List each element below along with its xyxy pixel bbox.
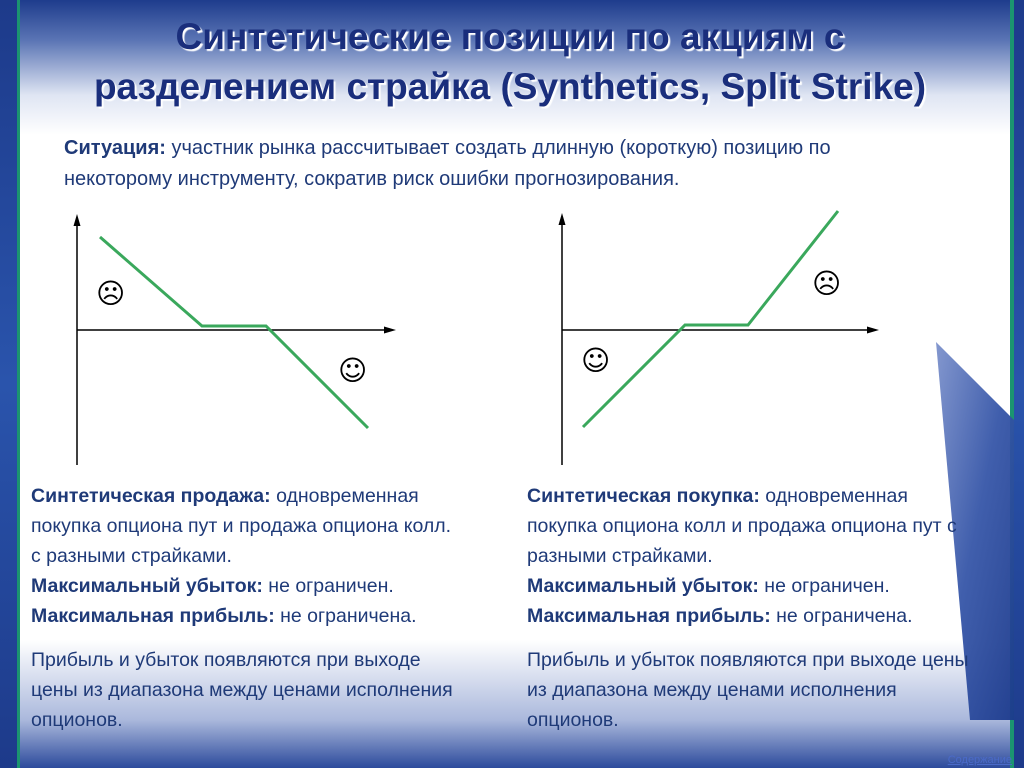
- title-line-2: разделением страйка (Synthetics, Split Strike): [93, 66, 927, 107]
- right-border: [1014, 0, 1024, 768]
- right-max-profit: [527, 601, 1012, 631]
- left-note-line-1: Прибыль и убыток появляются при выходе: [31, 649, 421, 671]
- left-payoff-line: [100, 237, 368, 428]
- right-happy-face-icon: ☺: [581, 344, 611, 377]
- right-note-line-2: из диапазона между ценами исполнения: [527, 679, 897, 701]
- right-max-profit-label: Максимальная прибыль:: [527, 605, 771, 627]
- right-x-axis-arrow: [867, 327, 879, 334]
- right-max-loss-label: Максимальный убыток:: [527, 575, 759, 597]
- right-line-3: разными страйками.: [527, 545, 713, 567]
- left-max-loss: [31, 571, 511, 601]
- right-note-line-3: опционов.: [527, 709, 619, 731]
- left-y-axis-arrow: [74, 214, 81, 226]
- right-heading-rest: одновременная: [759, 485, 908, 507]
- left-max-profit-value: не ограничена.: [274, 605, 417, 627]
- left-border-accent: [17, 0, 20, 768]
- right-max-loss: [527, 571, 1012, 601]
- left-payoff-diagram: [60, 210, 410, 470]
- right-y-axis-arrow: [559, 213, 566, 225]
- left-x-axis-arrow: [384, 327, 396, 334]
- right-max-profit-value: не ограничена.: [770, 605, 913, 627]
- left-line-3: с разными страйками.: [31, 545, 232, 567]
- left-line-2: покупка опциона пут и продажа опциона колл.: [31, 515, 452, 537]
- left-border: [0, 0, 17, 768]
- left-heading: Синтетическая продажа:: [31, 485, 271, 507]
- left-max-loss-value: не ограничен.: [262, 575, 394, 597]
- situation-label: Ситуация:: [64, 137, 166, 159]
- right-sad-face-icon: ☹: [812, 267, 842, 300]
- right-line-2: покупка опциона колл и продажа опциона пут с: [527, 515, 957, 537]
- right-heading-line: [527, 481, 1012, 511]
- left-description: [31, 481, 511, 735]
- right-max-loss-value: не ограничен.: [758, 575, 890, 597]
- left-happy-face-icon: ☺: [338, 354, 368, 387]
- situation-text-2: некоторому инструменту, сократив риск ошибки прогнозирования.: [64, 168, 680, 190]
- left-note-line-3: опционов.: [31, 709, 123, 731]
- left-sad-face-icon: ☹: [96, 277, 126, 310]
- title-line-1: Синтетические позиции по акциям с: [175, 16, 845, 57]
- right-note-line-1: Прибыль и убыток появляются при выходе цены: [527, 649, 969, 671]
- contents-link[interactable]: Содержание: [947, 754, 1012, 766]
- situation-paragraph: [64, 133, 964, 195]
- situation-text-1: участник рынка рассчитывает создать длинную (короткую) позицию по: [171, 137, 831, 159]
- right-payoff-line: [583, 211, 838, 427]
- left-note-line-2: цены из диапазона между ценами исполнения: [31, 679, 453, 701]
- left-max-profit-label: Максимальная прибыль:: [31, 605, 275, 627]
- left-heading-rest: одновременная: [270, 485, 419, 507]
- left-heading-line: [31, 481, 511, 511]
- right-description: [527, 481, 1012, 735]
- left-max-profit: [31, 601, 511, 631]
- right-heading: Синтетическая покупка:: [527, 485, 760, 507]
- right-payoff-diagram: [545, 205, 895, 470]
- slide-title: [20, 12, 1000, 112]
- left-max-loss-label: Максимальный убыток:: [31, 575, 263, 597]
